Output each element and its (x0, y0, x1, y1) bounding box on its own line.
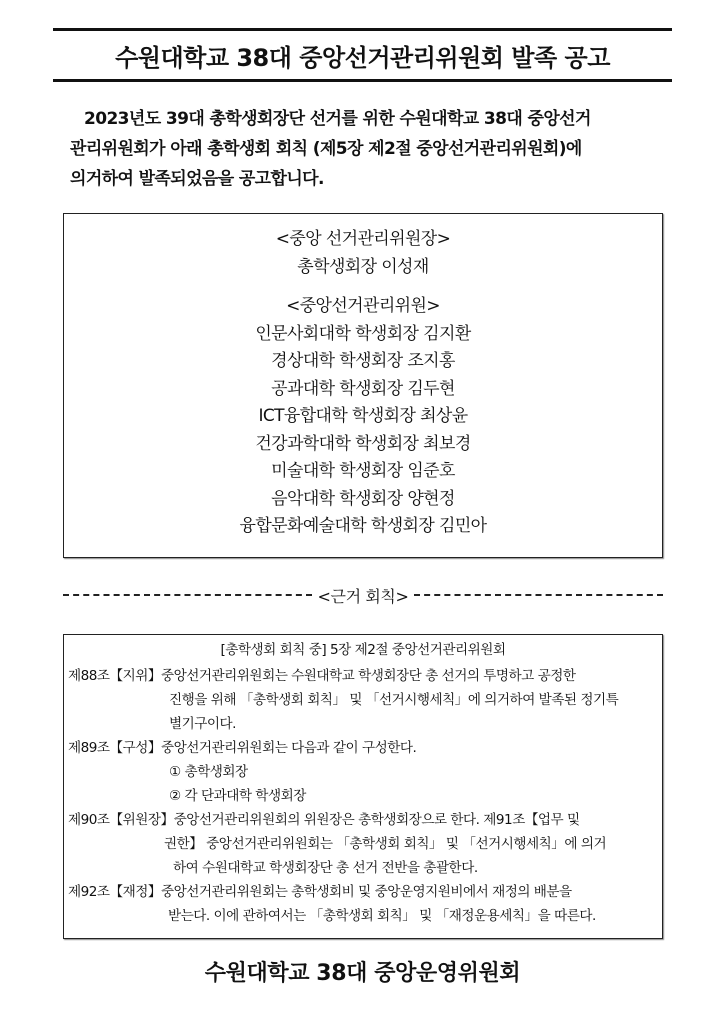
member-item: 경상대학 학생회장 조지홍 (271, 351, 455, 371)
committee-box (63, 213, 663, 558)
bylaw-line: 진행을 위해 「총학생회 회칙」 및 「선거시행세칙」에 의거하여 발족된 정기특 (169, 692, 619, 708)
bylaw-line: 별기구이다. (169, 716, 236, 732)
divider-label: <근거 회칙> (317, 586, 409, 606)
bylaw-line: 받는다. 이에 관하여서는 「총학생회 회칙」 및 「재정운용세칙」을 따른다. (168, 908, 596, 924)
intro-paragraph (70, 104, 670, 194)
page-title: 수원대학교 38대 중앙선거관리위원회 발족 공고 (115, 43, 610, 72)
bylaw-list-item: ① 총학생회장 (169, 764, 248, 780)
bylaw-article-89: 제89조【구성】중앙선거관리위원회는 다음과 같이 구성한다. (68, 740, 417, 756)
bylaw-article-88: 제88조【지위】중앙선거관리위원회는 수원대학교 학생회장단 총 선거의 투명하고 공정한 (68, 668, 576, 684)
bylaw-line: 권한】 중앙선거관리위원회는 「총학생회 회칙」 및 「선거시행세칙」에 의거 (164, 836, 607, 852)
chair-name: 총학생회장 이성재 (297, 256, 429, 277)
member-item: 건강과학대학 학생회장 최보경 (255, 433, 471, 454)
title-banner (53, 28, 672, 82)
member-item: 공과대학 학생회장 김두현 (271, 378, 455, 399)
bylaw-article-92: 제92조【재정】중앙선거관리위원회는 총학생회비 및 중앙운영지원비에서 재정의 배분을 (68, 884, 572, 900)
dashed-line-left (63, 594, 312, 596)
chair-heading: <중앙 선거관리위원장> (275, 229, 451, 249)
members-heading: <중앙선거관리위원> (286, 296, 440, 316)
intro-line: 2023년도 39대 총학생회장단 선거를 위한 수원대학교 38대 중앙선거 (84, 109, 591, 129)
member-item: ICT융합대학 학생회장 최상윤 (258, 406, 468, 426)
bylaw-list-item: ② 각 단과대학 학생회장 (169, 788, 306, 804)
member-item: 융합문화예술대학 학생회장 김민아 (239, 516, 487, 536)
member-item: 미술대학 학생회장 임준호 (271, 461, 455, 481)
bylaws-heading: [총학생회 회칙 중] 5장 제2절 중앙선거관리위원회 (220, 642, 506, 658)
intro-line: 관리위원회가 아래 총학생회 회칙 (제5장 제2절 중앙선거관리위원회)에 (70, 139, 582, 159)
bylaw-line: 하여 수원대학교 학생회장단 총 선거 전반을 총괄한다. (173, 860, 478, 876)
intro-line: 의거하여 발족되었음을 공고합니다. (70, 169, 324, 189)
member-item: 인문사회대학 학생회장 김지환 (255, 323, 471, 344)
member-item: 음악대학 학생회장 양현정 (271, 488, 455, 509)
bylaw-article-90: 제90조【위원장】중앙선거관리위원회의 위원장은 총학생회장으로 한다. 제91조【업무 및 (68, 812, 580, 828)
dashed-line-right (414, 594, 663, 596)
section-divider (63, 583, 663, 607)
bylaws-box (63, 634, 663, 939)
footer-signature: 수원대학교 38대 중앙운영위원회 (204, 961, 521, 986)
